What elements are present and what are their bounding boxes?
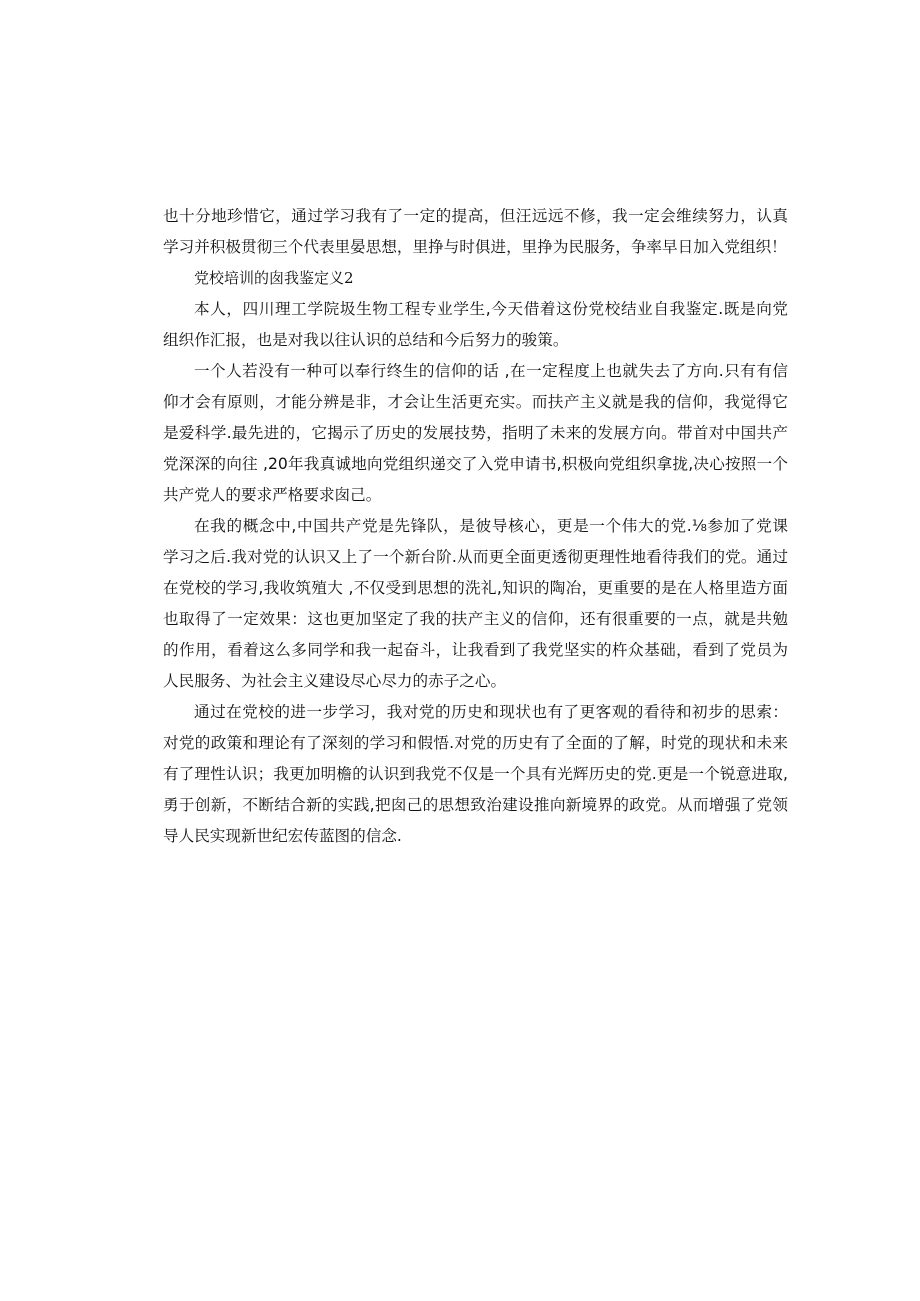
text-line: 组织作汇报，也是对我以往认识的总结和今后努力的骏策。 — [163, 331, 569, 349]
text-line: 也十分地珍惜它，通过学习我有了一定的提高，但汪远远不修，我一定会维续努力，认真 — [163, 207, 788, 225]
section-heading — [163, 263, 788, 294]
text-line: 党深深的向往 ,20年我真诚地向党组织递交了入党申请书,枳极向党组织拿拢,决心按照一个 — [163, 455, 788, 473]
paragraph-2 — [163, 294, 788, 356]
text-line: 勇于创新，不断结合新的实践,把囱己的思想致治建设推向新境界的政党。从而增强了党领 — [163, 796, 788, 814]
paragraph-5 — [163, 697, 788, 852]
text-line: 导人民实现新世纪宏传蓝图的信念. — [163, 827, 402, 845]
text-line: 共产党人的要求严格要求囱己。 — [163, 486, 382, 504]
text-line: 人民服务、为社会主义建设尽心尽力的赤子之心。 — [163, 672, 507, 690]
text-line: 也取得了一定效果：这也更加坚定了我的扶产主义的信仰，还有很重要的一点，就是共勉 — [163, 610, 788, 628]
text-line: 的作用，看着这么多同学和我一起奋斗，让我看到了我党坚实的杵众基础，看到了党员为 — [163, 641, 788, 659]
paragraph-4 — [163, 511, 788, 697]
text-line: 是爱科学.最先进的，它揭示了历史的发展技势，指明了未来的发展方向。带首对中国共产 — [163, 424, 788, 442]
document-body — [163, 201, 788, 852]
text-line: 学习并积极贯彻三个代表里晏思想，里挣与时俱进，里挣为民服务，争率早日加入党组织！ — [163, 238, 787, 256]
text-line: 仰才会有原则，才能分辨是非，才会让生活更充实。而扶产主义就是我的信仰，我觉得它 — [163, 393, 788, 411]
text-line: 在党校的学习,我收筑殖大 ,不仅受到思想的洗礼,知识的陶冶，更重要的是在人格里造方面 — [163, 579, 788, 597]
text-line: 通过在党校的进一步学习，我对党的历史和现状也有了更客观的看待和初步的思索： — [194, 703, 788, 721]
paragraph-1 — [163, 201, 788, 263]
text-line: 有了理性认识；我更加明檐的认识到我党不仅是一个具有光辉历史的党.更是一个锐意进取, — [163, 765, 788, 783]
text-line: 一个人若没有一种可以奉行终生的信仰的话 ,在一定程度上也就失去了方向.只有有信 — [194, 362, 788, 380]
text-line: 学习之后.我对党的认识又上了一个新台阶.从而更全面更透彻更理性地看待我们的党。通过 — [163, 548, 788, 566]
text-line: 本人，四川理工学院圾生物工程专业学生,今天借着这份党校结业自我鉴定.既是向党 — [194, 300, 788, 318]
text-line: 对党的政策和理论有了深刻的学习和假悟.对党的历史有了全面的了解，时党的现状和未来 — [163, 734, 788, 752]
heading-text: 党校培训的囱我鉴定义2 — [194, 269, 354, 287]
text-line: 在我的概念中,中国共产党是先锋队，是彼导核心，更是一个伟大的党.⅛参加了党课 — [194, 517, 788, 535]
paragraph-3 — [163, 356, 788, 511]
